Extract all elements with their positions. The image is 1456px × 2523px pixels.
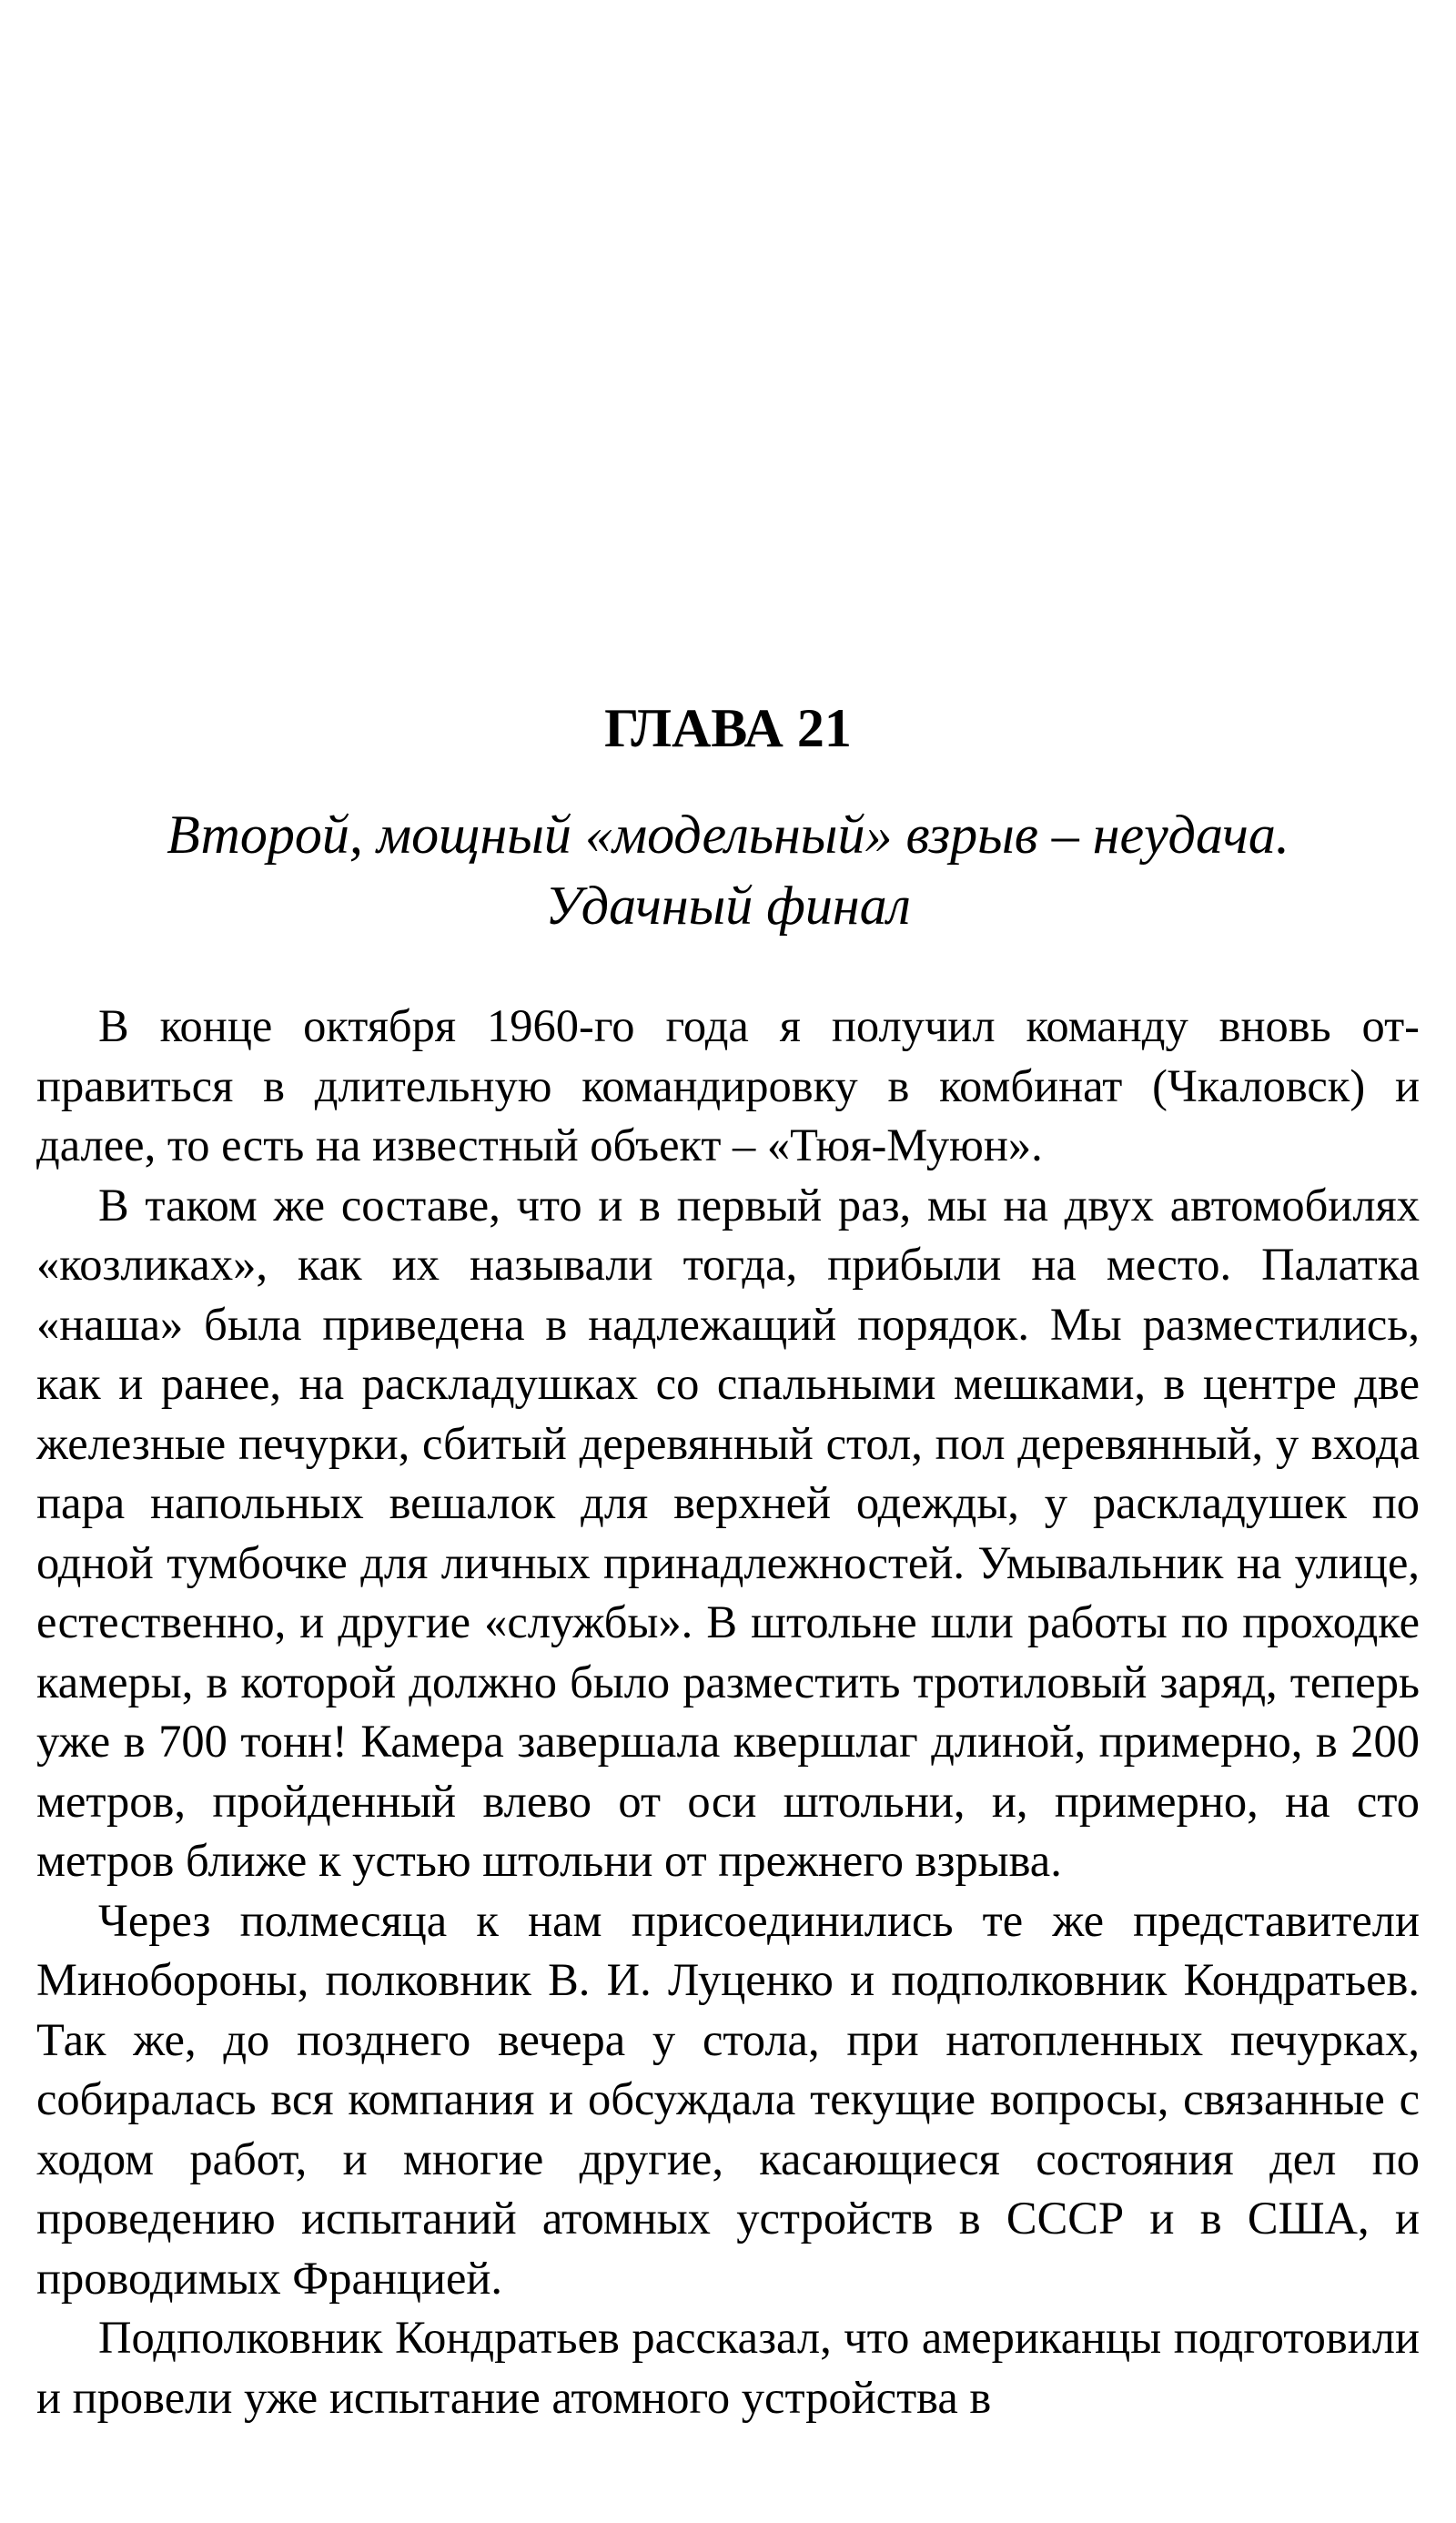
chapter-subtitle (91, 799, 1365, 941)
paragraph-3: Через полмесяца к нам присоединились те же представители Минобороны, полковник В. И. Луценко и подполковник Кондратьев. Так же, до позднего вечера у стола, при натопленных печурках, собиралась вся компания и обсуждала текущие вопросы, связанные с ходом работ, и многие другие, касающиеся состояния дел по проведению испытаний атомных устройств в СССР и в США, и проводимых Францией. (36, 1894, 1420, 2304)
chapter-subtitle-line-2: Удачный финал (545, 876, 911, 936)
paragraph-2: В таком же составе, что и в первый раз, мы на двух автомобилях «козликах», как их называли тогда, прибыли на место. Палатка «наша» была приведена в надлежащий порядок. Мы разместились, как и ранее, на раскладушках со спальными мешками, в центре две железные печурки, сбитый деревянный стол, пол деревянный, у входа пара напольных вешалок для верхней одежды, у раскладушек по одной тумбочке для личных принадлежностей. Умывальник на улице, естественно, и другие «службы». В штольне шли работы по проходке камеры, в которой должно было разместить тротиловый заряд, теперь уже в 700 тонн! Камера завершала квершлаг длиной, примерно, в 200 метров, пройденный влево от оси штольни, и, примерно, на сто метров ближе к устью штольни от прежнего взрыва. (36, 1179, 1420, 1886)
chapter-subtitle-line-1: Второй, мощный «модельный» взрыв – неудача. (167, 805, 1289, 865)
chapter-title: ГЛАВА 21 (604, 698, 852, 758)
body-text (36, 997, 1420, 2427)
paragraph-1: В конце октября 1960-го года я получил команду вновь отправиться в длительную командировку в комбинат (Чкаловск) и далее, то есть на известный объект – «Тюя-Муюн». (36, 1000, 1420, 1170)
paragraph-4: Подполковник Кондратьев рассказал, что американцы подготовили и провели уже испытание атомного устройства в (36, 2312, 1420, 2423)
